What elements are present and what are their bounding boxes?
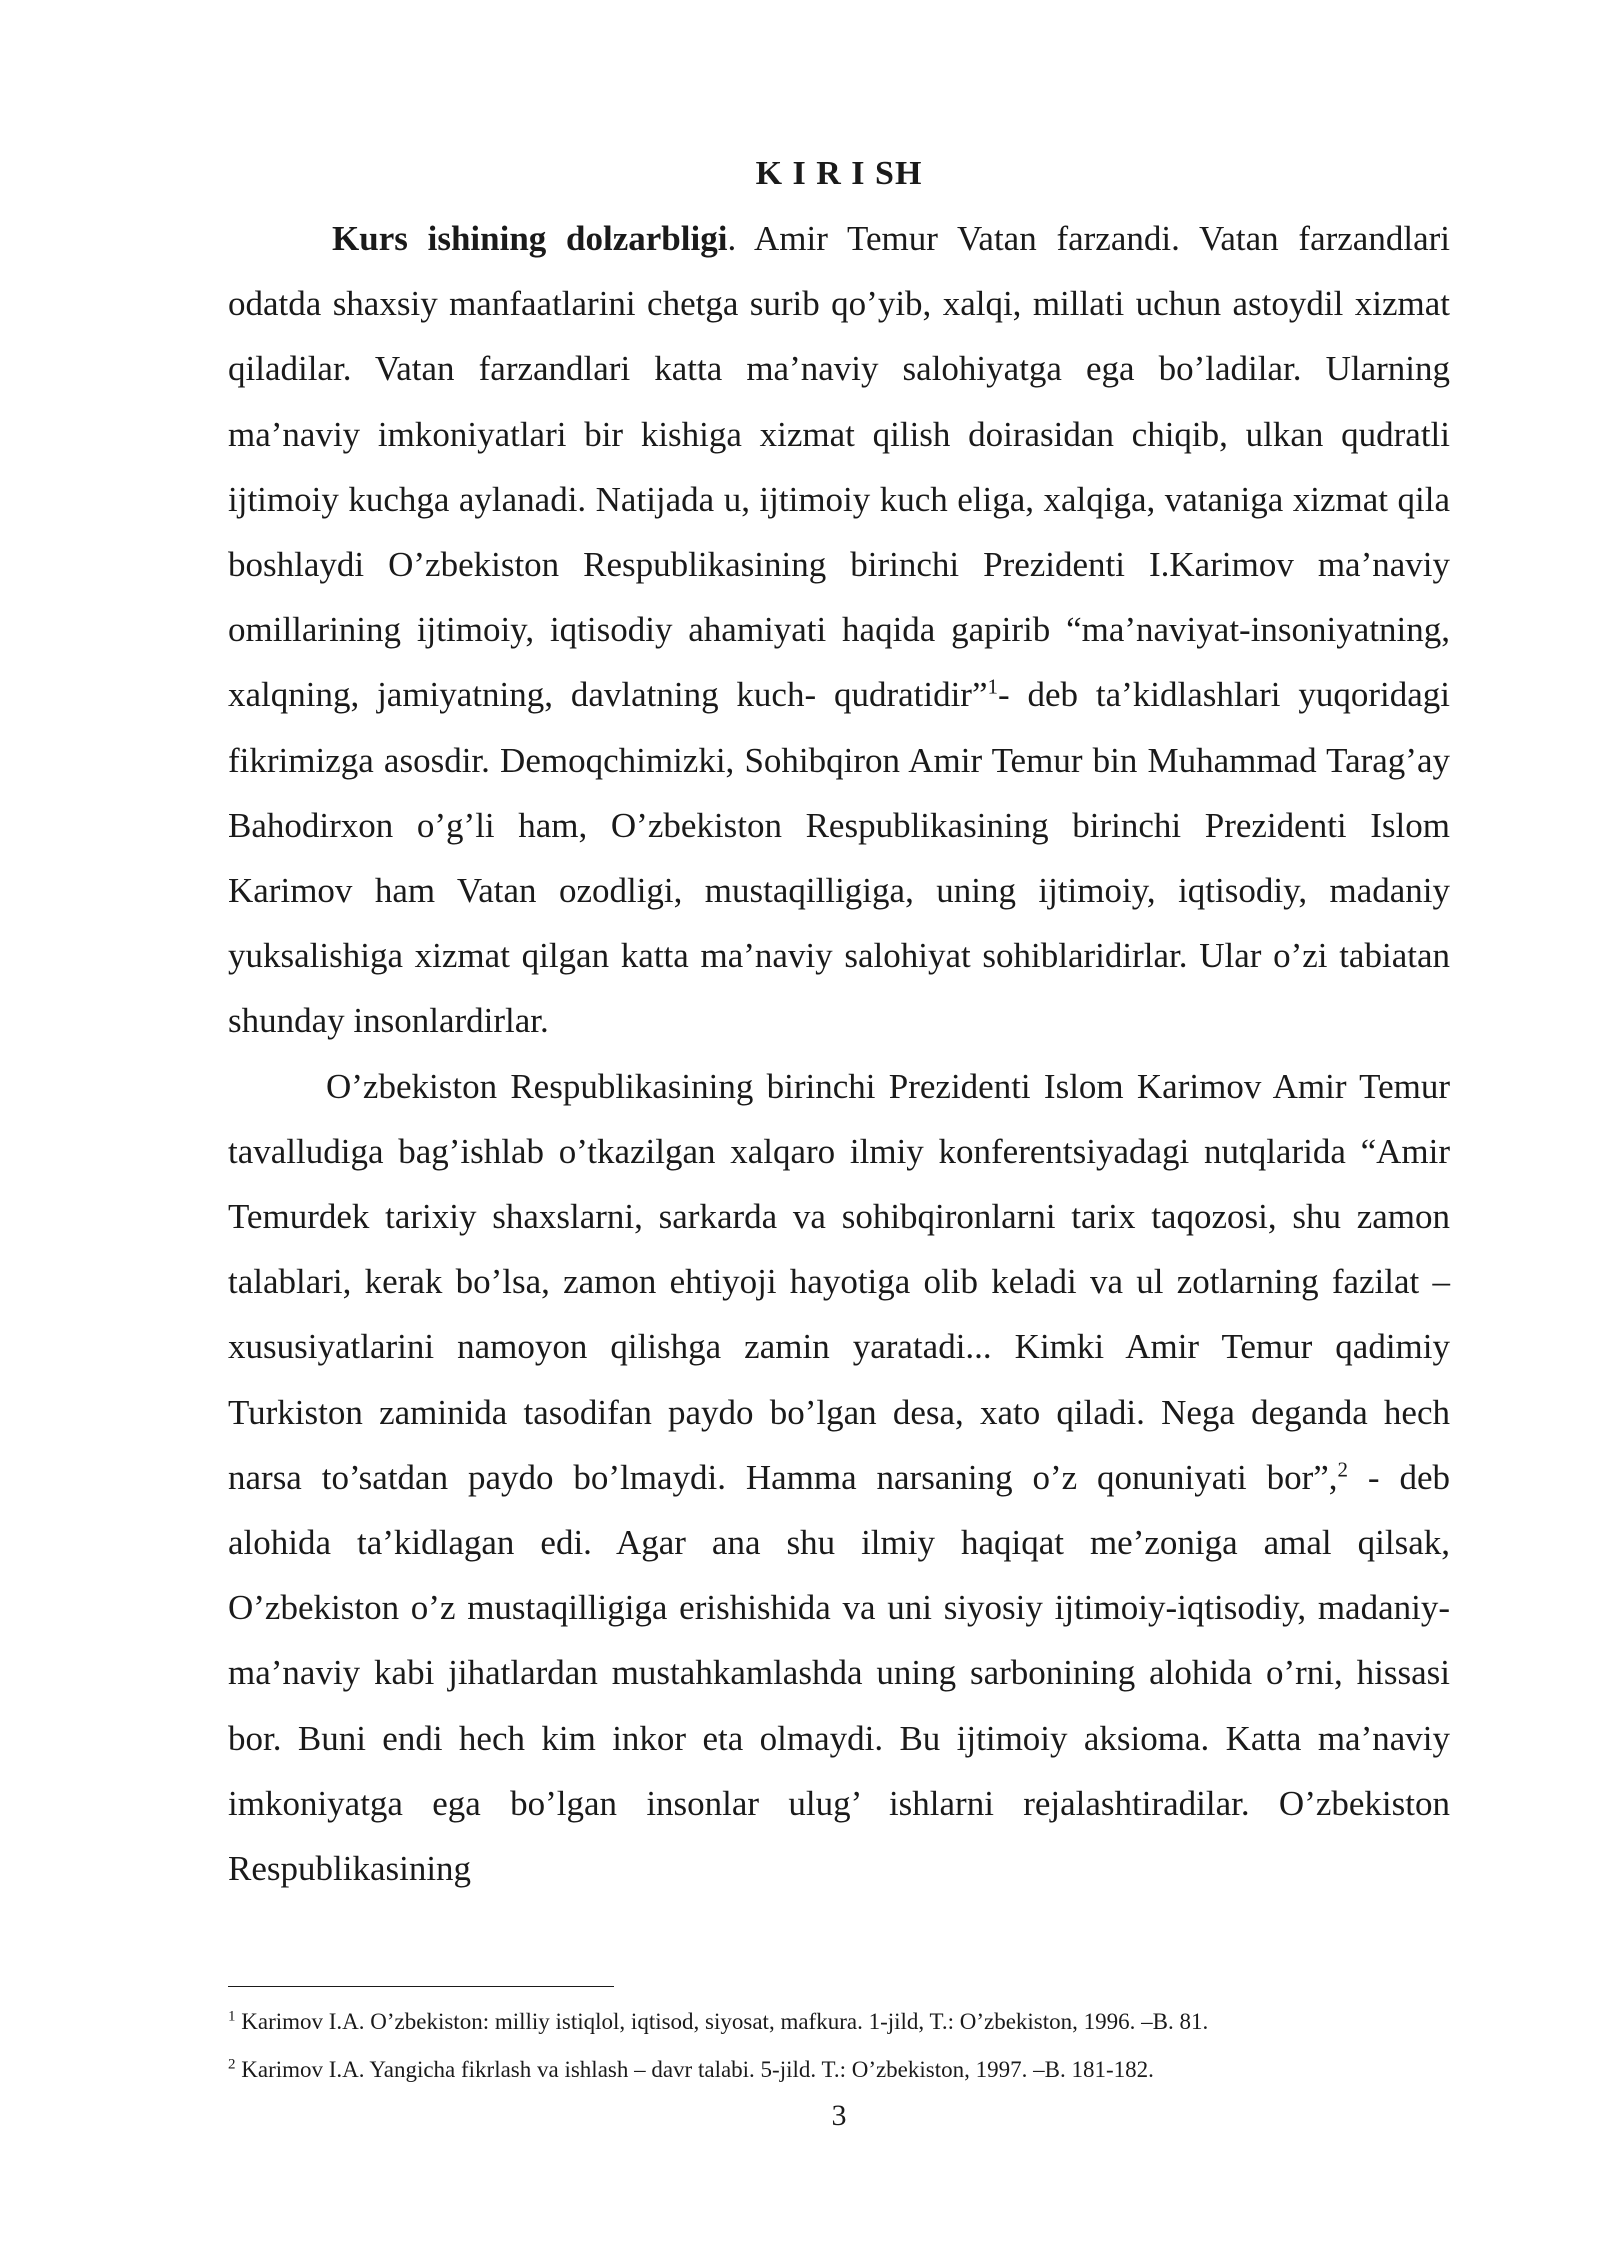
footnote-number: 2: [228, 2056, 236, 2073]
footnote-text: Karimov I.A. Yangicha fikrlash va ishlash – davr talabi. 5-jild. T.: O’zbekiston, 1997. –B. 181-182.: [235, 2057, 1154, 2082]
paragraph-1: [228, 206, 1450, 1054]
body-text: [228, 206, 1450, 1901]
document-page: [228, 0, 1450, 2262]
footnote-2: [228, 2046, 1450, 2094]
footnote-number: 1: [228, 2008, 236, 2025]
footnotes: [228, 1998, 1450, 2094]
footnote-separator: [228, 1986, 614, 1987]
page-number: 3: [831, 2099, 847, 2132]
paragraph-text: - deb alohida ta’kidlagan edi. Agar ana shu ilmiy haqiqat me’zoniga amal qilsak, O’zbekiston o’z mustaqilligiga erishishida va uni siyosiy ijtimoiy-iqtisodiy, madaniy-ma’naviy kabi jihatlardan mustahkamlashda uning sarbonining alohida o’rni, hissasi bor. Buni endi hech kim inkor eta olmaydi. Bu ijtimoiy aksioma. Katta ma’naviy imkoniyatga ega bo’lgan insonlar ulug’ ishlarni rejalashtiradilar. O’zbekiston Respublikasining: [228, 1457, 1450, 1889]
paragraph-text: . Amir Temur Vatan farzandi. Vatan farzandlari odatda shaxsiy manfaatlarini chetga surib qo’yib, xalqi, millati uchun astoydil xizmat qiladilar. Vatan farzandlari katta ma’naviy salohiyatga ega bo’ladilar. Ularning ma’naviy imkoniyatlari bir kishiga xizmat qilish doirasidan chiqib, ulkan qudratli ijtimoiy kuchga aylanadi. Natijada u, ijtimoiy kuch eliga, xalqiga, vataniga xizmat qila boshlaydi O’zbekiston Respublikasining birinchi Prezidenti I.Karimov ma’naviy omillarining ijtimoiy, iqtisodiy ahamiyati haqida gapirib “ma’naviyat-insoniyatning, xalqning, jamiyatning, davlatning kuch- qudratidir”: [228, 219, 1450, 715]
paragraph-text: O’zbekiston Respublikasining birinchi Prezidenti Islom Karimov Amir Temur tavalludiga bag’ishlab o’tkazilgan xalqaro ilmiy konferentsiyadagi nutqlarida “Amir Temurdek tarixiy shaxslarni, sarkarda va sohibqironlarni tarix taqozosi, shu zamon talablari, kerak bo’lsa, zamon ehtiyoji hayotiga olib keladi va ul zotlarning fazilat – xususiyatlarini namoyon qilishga zamin yaratadi... Kimki Amir Temur qadimiy Turkiston zaminida tasodifan paydo bo’lgan desa, xato qiladi. Nega deganda hech narsa to’satdan paydo bo’lmaydi. Hamma narsaning o’z qonuniyati bor”,: [228, 1066, 1450, 1497]
paragraph-lead: Kurs ishining dolzarbligi: [332, 219, 728, 258]
footnote-reference-1[interactable]: 1: [987, 674, 998, 699]
page-title: K I R I SH: [755, 155, 923, 192]
footnote-1: [228, 1998, 1450, 2046]
paragraph-2: [228, 1054, 1450, 1902]
paragraph-text: - deb ta’kidlashlari yuqoridagi fikrimizga asosdir. Demoqchimizki, Sohibqiron Amir Temur bin Muhammad Tarag’ay Bahodirxon o’g’li ham, O’zbekiston Respublikasining birinchi Prezidenti Islom Karimov ham Vatan ozodligi, mustaqilligiga, uning ijtimoiy, iqtisodiy, madaniy yuksalishiga xizmat qilgan katta ma’naviy salohiyat sohiblaridirlar. Ular o’zi tabiatan shunday insonlardirlar.: [228, 675, 1450, 1041]
footnote-text: Karimov I.A. O’zbekiston: milliy istiqlol, iqtisod, siyosat, mafkura. 1-jild, T.: O’zbekiston, 1996. –B. 81.: [235, 2009, 1209, 2034]
footnote-reference-2[interactable]: 2: [1337, 1457, 1349, 1482]
